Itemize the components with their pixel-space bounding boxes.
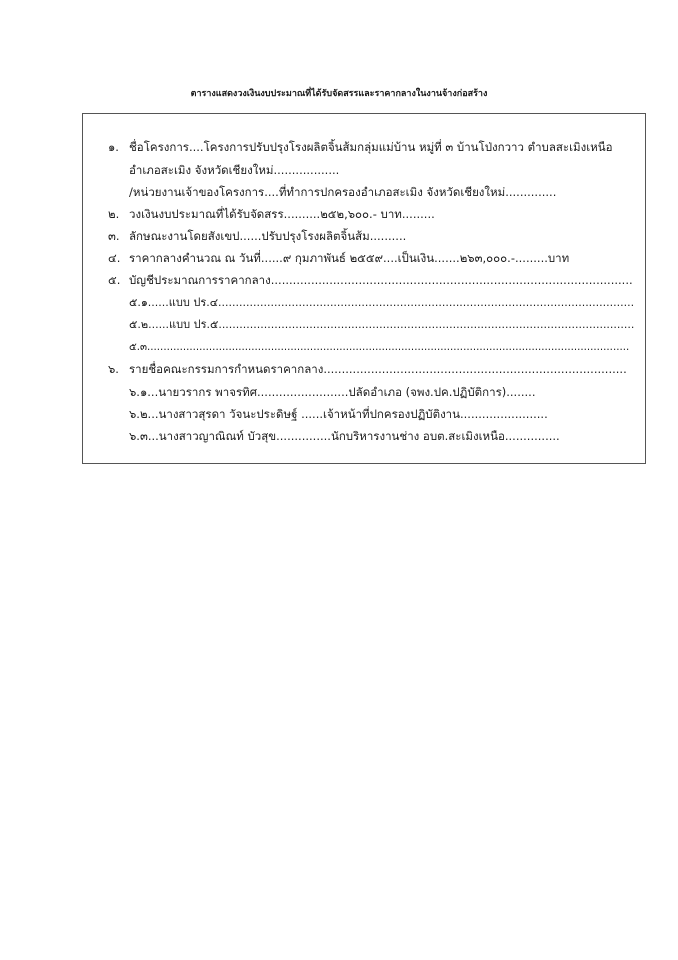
item-5-1-form: ๕.๑......แบบ ปร.๔....................................................................................................................... xyxy=(129,296,635,309)
item-6-2-member: ๖.๒...นางสาวสุรดา วัจนะประดิษฐ์ ......เจ้าหน้าที่ปกครองปฏิบัติงาน........................ xyxy=(129,407,548,421)
page-title: ตารางแสดงวงเงินงบประมาณที่ได้รับจัดสรรและราคากลางในงานจ้างก่อสร้าง xyxy=(190,89,488,99)
item-1-number: ๑. xyxy=(108,140,119,154)
item-5-3-form: ๕.๓.................................................................................................................................................... xyxy=(129,341,630,353)
item-1-owner-agency: /หน่วยงานเจ้าของโครงการ....ที่ทำการปกครองอำเภอสะเมิง จังหวัดเชียงใหม่.............. xyxy=(129,185,557,199)
item-1-project-name: ชื่อโครงการ....โครงการปรับปรุงโรงผลิตจิ้นส้มกลุ่มแม่บ้าน หมู่ที่ ๓ บ้านโป่งกวาว ตำบลสะเมิงเหนือ xyxy=(129,140,613,154)
item-4-median-price: ราคากลางคำนวณ ณ วันที่......๙ กุมภาพันธ์ ๒๕๕๙....เป็นเงิน.......๒๖๓,๐๐๐.-.........บาท xyxy=(129,251,570,265)
item-6-committee-list: รายชื่อคณะกรรมการกำหนดราคากลาง................................................................................... xyxy=(129,362,627,376)
item-1-project-location: อำเภอสะเมิง จังหวัดเชียงใหม่.................. xyxy=(129,163,340,177)
item-6-1-member: ๖.๑...นายวรากร พาจรทิศ.........................ปลัดอำเภอ (จพง.ปค.ปฏิบัติการ)........ xyxy=(129,385,536,399)
item-5-2-form: ๕.๒......แบบ ปร.๕....................................................................................................................... xyxy=(129,318,635,331)
item-3-number: ๓. xyxy=(108,229,120,243)
item-6-number: ๖. xyxy=(108,362,119,376)
item-2-allocated-budget: วงเงินงบประมาณที่ได้รับจัดสรร..........๒๕๒,๖๐๐.- บาท......... xyxy=(129,207,435,221)
item-6-3-member: ๖.๓...นางสาวญาณิณท์ บัวสุข...............นักบริหารงานช่าง อบต.สะเมิงเหนือ............... xyxy=(129,429,560,443)
item-4-number: ๔. xyxy=(108,251,121,265)
item-2-number: ๒. xyxy=(108,207,120,221)
item-5-number: ๕. xyxy=(108,273,121,287)
item-5-estimate-list: บัญชีประมาณการราคากลาง................................................................................................... xyxy=(129,273,633,287)
item-3-work-description: ลักษณะงานโดยสังเขป......ปรับปรุงโรงผลิตจิ้นส้ม.......... xyxy=(129,229,407,243)
